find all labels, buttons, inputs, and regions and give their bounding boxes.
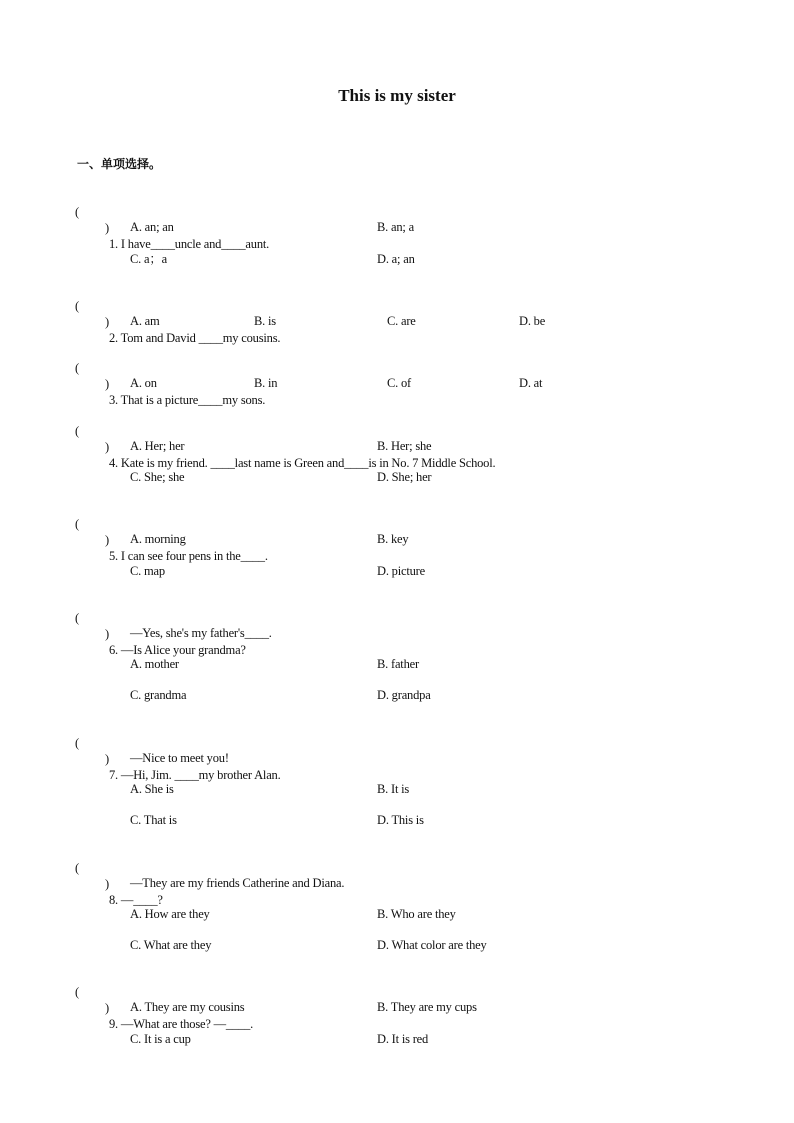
option-d: D. a; an	[377, 252, 415, 266]
answer-paren-open: (	[75, 517, 79, 531]
option-a: A. morning	[130, 532, 186, 546]
answer-paren-open: (	[75, 736, 79, 750]
option-a: A. mother	[130, 657, 179, 671]
answer-paren-open: (	[75, 985, 79, 999]
question-stem: 6. —Is Alice your grandma?	[109, 643, 246, 657]
question-stem: 2. Tom and David ____my cousins.	[109, 331, 281, 345]
answer-paren-open: (	[75, 424, 79, 438]
option-d: D. grandpa	[377, 688, 431, 702]
option-a: A. She is	[130, 782, 174, 796]
question-stem: 5. I can see four pens in the____.	[109, 549, 268, 563]
answer-paren-open: (	[75, 205, 79, 219]
answer-paren-open: (	[75, 861, 79, 875]
option-c: C. a；a	[130, 252, 167, 266]
option-c: C. of	[387, 376, 412, 390]
answer-paren-close: )	[105, 440, 109, 454]
option-a: A. How are they	[130, 907, 210, 921]
answer-paren-open: (	[75, 299, 79, 313]
option-b: B. in	[254, 376, 278, 390]
question-stem: 3. That is a picture____my sons.	[109, 393, 266, 407]
question-stem: 9. —What are those? —____.	[109, 1017, 254, 1031]
option-d: D. It is red	[377, 1032, 429, 1046]
option-d: D. picture	[377, 564, 425, 578]
question-dialog: —Yes, she's my father's____.	[130, 626, 272, 640]
option-a: A. on	[130, 376, 157, 390]
question-stem: 7. —Hi, Jim. ____my brother Alan.	[109, 768, 281, 782]
page-title: This is my sister	[338, 86, 456, 105]
question-dialog: —Nice to meet you!	[130, 751, 229, 765]
option-c: C. are	[387, 314, 416, 328]
option-c: C. What are they	[130, 938, 212, 952]
option-c: C. map	[130, 564, 165, 578]
option-d: D. What color are they	[377, 938, 487, 952]
option-a: A. an; an	[130, 220, 174, 234]
answer-paren-close: )	[105, 752, 109, 766]
option-c: C. grandma	[130, 688, 187, 702]
option-c: C. It is a cup	[130, 1032, 191, 1046]
option-b: B. They are my cups	[377, 1000, 477, 1014]
option-d: D. This is	[377, 813, 424, 827]
answer-paren-close: )	[105, 377, 109, 391]
option-b: B. Her; she	[377, 439, 432, 453]
option-a: A. They are my cousins	[130, 1000, 245, 1014]
option-c: C. That is	[130, 813, 177, 827]
answer-paren-open: (	[75, 611, 79, 625]
answer-paren-close: )	[105, 627, 109, 641]
answer-paren-open: (	[75, 361, 79, 375]
option-c: C. She; she	[130, 470, 185, 484]
answer-paren-close: )	[105, 877, 109, 891]
option-b: B. is	[254, 314, 276, 328]
option-a: A. Her; her	[130, 439, 185, 453]
option-a: A. am	[130, 314, 160, 328]
answer-paren-close: )	[105, 315, 109, 329]
option-d: D. She; her	[377, 470, 432, 484]
answer-paren-close: )	[105, 221, 109, 235]
option-d: D. at	[519, 376, 543, 390]
option-b: B. Who are they	[377, 907, 456, 921]
option-b: B. key	[377, 532, 409, 546]
question-dialog: —They are my friends Catherine and Diana.	[130, 876, 345, 890]
question-stem: 8. —____?	[109, 893, 163, 907]
section-heading: 一、单项选择。	[77, 157, 162, 171]
question-8	[75, 844, 163, 924]
option-b: B. father	[377, 657, 419, 671]
answer-paren-close: )	[105, 533, 109, 547]
option-b: B. It is	[377, 782, 410, 796]
answer-paren-close: )	[105, 1001, 109, 1015]
option-b: B. an; a	[377, 220, 414, 234]
question-stem: 4. Kate is my friend. ____last name is Green and____is in No. 7 Middle School.	[109, 456, 496, 470]
option-d: D. be	[519, 314, 546, 328]
question-stem: 1. I have____uncle and____aunt.	[109, 237, 270, 251]
